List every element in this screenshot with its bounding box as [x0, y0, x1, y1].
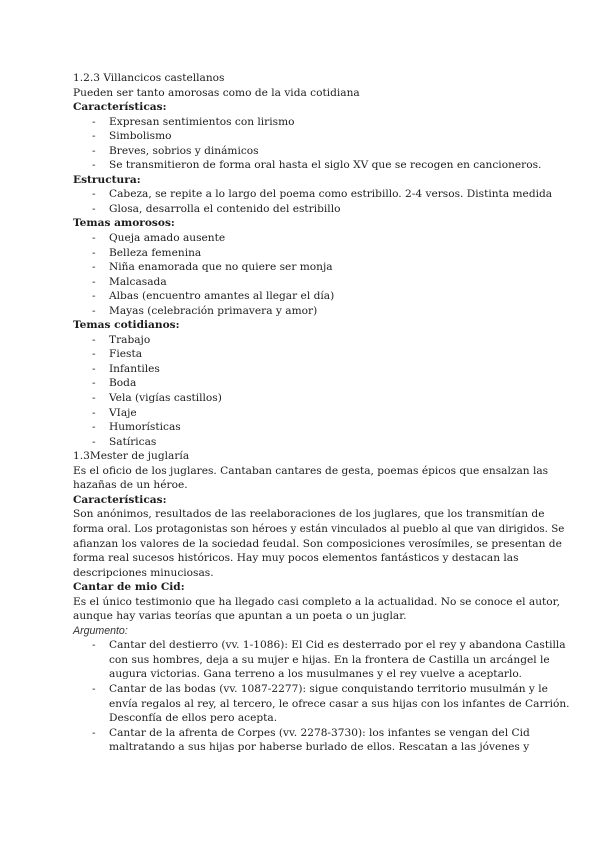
list-item: - Satíricas: [73, 435, 530, 450]
argumento-line: - Cantar de la afrenta de Corpes (vv. 2278-3730): los infantes se vengan del Cid: [109, 726, 530, 739]
list-item: - Expresan sentimientos con lirismo: [73, 115, 530, 130]
list-item: - Albas (encuentro amantes al llegar el día): [73, 289, 530, 304]
villancicos-intro: Pueden ser tanto amorosas como de la vida cotidiana: [73, 86, 360, 99]
list-item: - Infantiles: [73, 362, 530, 377]
temas-cotidianos-list: [73, 333, 530, 449]
list-item: - Breves, sobrios y dinámicos: [73, 144, 530, 159]
mester-intro-line: hazañas de un héroe.: [73, 479, 188, 492]
list-item: - Malcasada: [73, 275, 530, 290]
argumento-line: envía regalos al rey, al tercero, le ofrece casar a sus hijas con los infantes de Carrión.: [109, 697, 570, 710]
list-item: - Humorísticas: [73, 420, 530, 435]
list-item: - Boda: [73, 376, 530, 391]
argumento-line: augura victorias. Gana terreno a los musulmanes y el rey vuelve a aceptarlo.: [109, 668, 522, 681]
list-item: - Se transmitieron de forma oral hasta el siglo XV que se recogen en cancioneros.: [73, 158, 530, 173]
cid-line: aunque hay varias teorías que apuntan a un poeta o un juglar.: [73, 610, 407, 623]
list-item: - Cabeza, se repite a lo largo del poema como estribillo. 2-4 versos. Distinta medida: [73, 187, 530, 202]
list-item: - Belleza femenina: [73, 246, 530, 261]
argumento-item-bodas: [73, 682, 570, 726]
mester-caracteristicas-line: forma real sucesos históricos. Hay muy pocos elementos fantásticos y destacan las: [73, 552, 519, 565]
temas-cotidianos-title: Temas cotidianos:: [73, 319, 180, 332]
list-item: - Niña enamorada que no quiere ser monja: [73, 260, 530, 275]
argumento-item-afrenta: [73, 726, 530, 755]
mester-caracteristicas-line: Son anónimos, resultados de las reelaboraciones de los juglares, que los transmitían de: [73, 508, 545, 521]
mester-caracteristicas-line: forma oral. Los protagonistas son héroes y están vinculados al pueblo al que van dirigidos. Se: [73, 522, 565, 535]
list-item: - Mayas (celebración primavera y amor): [73, 304, 530, 319]
mester-caracteristicas-line: descripciones minuciosas.: [73, 566, 214, 579]
argumento-list: [73, 638, 570, 754]
argumento-line: - Cantar del destierro (vv. 1-1086): El Cid es desterrado por el rey y abandona Castilla: [109, 639, 566, 652]
mester-caracteristicas-line: afianzan los valores de la sociedad feudal. Son composiciones verosímiles, se presentan de: [73, 537, 562, 550]
list-item: - Trabajo: [73, 333, 530, 348]
estructura-title: Estructura:: [73, 173, 141, 186]
caracteristicas-title: Características:: [73, 101, 167, 114]
temas-amorosos-list: [73, 231, 530, 318]
caracteristicas-list: [73, 115, 542, 173]
temas-amorosos-title: Temas amorosos:: [73, 217, 175, 230]
argumento-item-destierro: [73, 638, 566, 682]
list-item: - Fiesta: [73, 347, 530, 362]
list-item: - Queja amado ausente: [73, 231, 530, 246]
mester-caracteristicas-title: Características:: [73, 493, 167, 506]
list-item: - Glosa, desarrolla el contenido del estribillo: [73, 202, 530, 217]
estructura-list: [73, 187, 553, 216]
section-heading-mester: 1.3Mester de juglaría: [73, 450, 190, 463]
cid-line: Es el único testimonio que ha llegado casi completo a la actualidad. No se conoce el autor,: [73, 595, 560, 608]
argumento-line: maltratando a sus hijas por haberse burlado de ellos. Rescatan a las jóvenes y: [109, 741, 530, 754]
list-item: - Vela (vigías castillos): [73, 391, 530, 406]
argumento-line: - Cantar de las bodas (vv. 1087-2277): sigue conquistando territorio musulmán y le: [109, 682, 548, 695]
argumento-line: Desconfía de ellos pero acepta.: [109, 712, 278, 725]
argumento-label: Argumento:: [73, 624, 128, 637]
list-item: - Simbolismo: [73, 129, 530, 144]
argumento-line: con sus hombres, deja a su mujer e hijas. En la frontera de Castilla un arcángel le: [109, 653, 550, 666]
section-heading-villancicos: 1.2.3 Villancicos castellanos: [73, 72, 225, 84]
cantar-mio-cid-title: Cantar de mio Cid:: [73, 581, 185, 594]
list-item: - VIaje: [73, 406, 530, 421]
mester-intro-line: Es el oficio de los juglares. Cantaban cantares de gesta, poemas épicos que ensalzan las: [73, 464, 549, 477]
